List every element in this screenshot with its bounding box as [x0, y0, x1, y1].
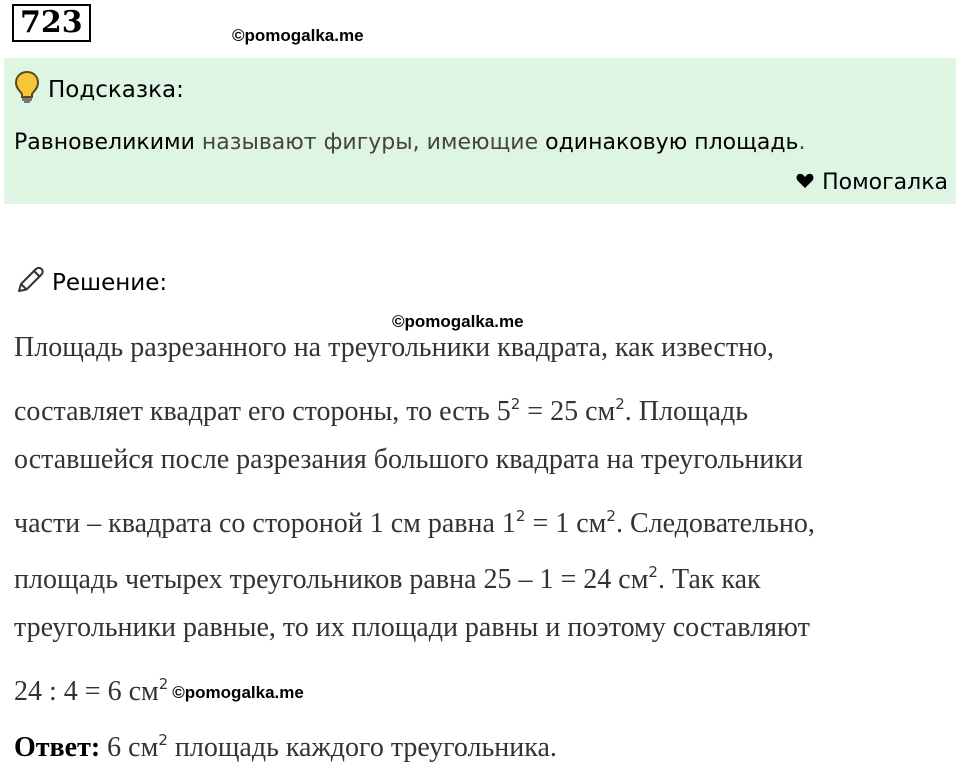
solution-line: части – квадрата со стороной 1 см равна $1^2 = 1$ $см^2$. Следовательно, [14, 507, 815, 539]
solution-title-text: Решение: [52, 270, 168, 296]
solution-line: 24 : 4 = 6 $см^2$ ©pomogalka.me [14, 675, 304, 707]
hint-title-text: Подсказка: [48, 77, 184, 103]
solution-line: оставшейся после разрезания большого квадрата на треугольники [14, 444, 803, 475]
solution-line: Площадь разрезанного на треугольники квадрата, как известно, [14, 332, 775, 363]
watermark-top: ©pomogalka.me [232, 26, 364, 45]
watermark-inline: ©pomogalka.me [172, 683, 304, 702]
solution-title [14, 264, 167, 302]
watermark-middle: ©pomogalka.me [392, 312, 524, 331]
lightbulb-icon [14, 70, 40, 110]
solution-body [14, 320, 954, 768]
hint-signature [796, 170, 948, 195]
solution-line: составляет квадрат его стороны, то есть $5^2 = 25$ $см^2$. Площадь [14, 395, 748, 427]
hint-signature-text: Помогалка [822, 170, 948, 195]
hint-text-middle: называют фигуры, имеющие [194, 130, 546, 155]
pencil-icon [14, 264, 46, 302]
answer-label: Ответ: [14, 732, 101, 763]
solution-line: площадь четырех треугольников равна 25 – 1 = 24 $см^2$. Так как [14, 563, 761, 595]
heart-icon [796, 170, 814, 195]
hint-term-area: одинаковую площадь [545, 130, 799, 155]
hint-text-end: . [798, 130, 806, 155]
task-number: 723 [12, 4, 91, 42]
hint-text [14, 130, 806, 155]
solution-line: треугольники равные, то их площади равны и поэтому составляют [14, 612, 810, 643]
hint-term: Равновеликими [14, 130, 195, 155]
hint-title [14, 70, 184, 110]
answer-line: Ответ: 6 $см^2$ площадь каждого треугольника. [14, 731, 557, 763]
